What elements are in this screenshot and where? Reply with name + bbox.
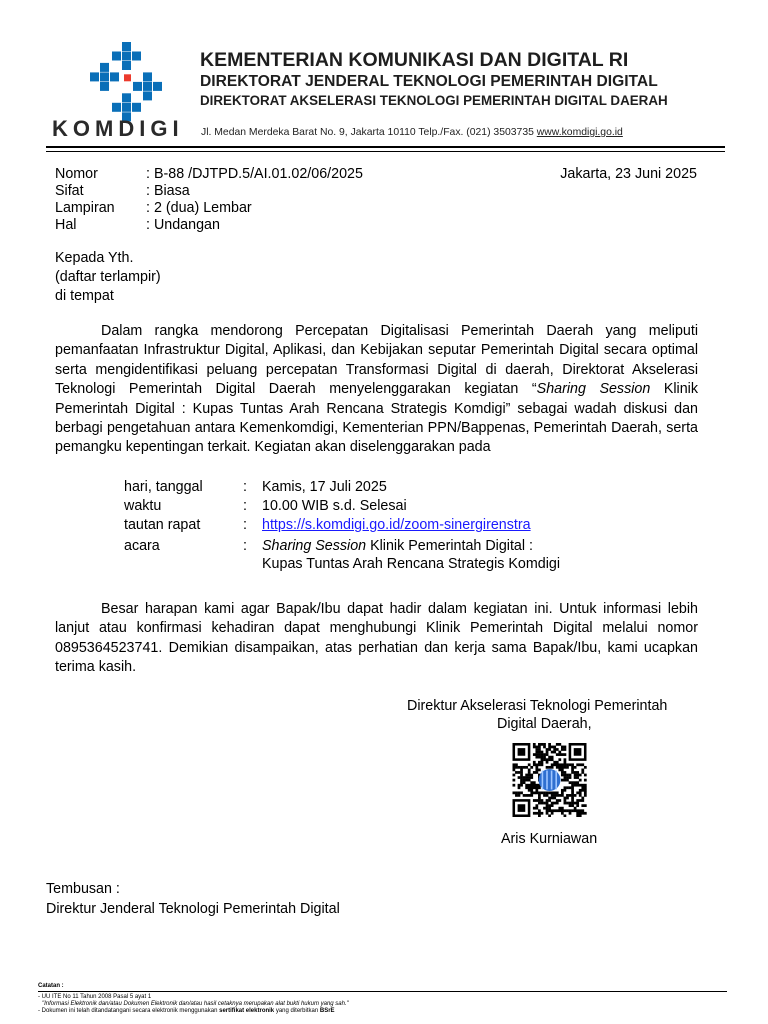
- p1-text-end: Klinik Pemerintah Digital : Kupas Tuntas Arah Rencana Strategis Komdigi” sebagai wadah diskusi dan berbagi pengetahuan antara Kemenkomdigi, Kementerian PPN/Bappenas, Pemerintah Daerah, serta pemangku kepentingan terkait. Kegiatan akan diselenggarakan pada: [55, 381, 698, 456]
- tautan-label: tautan rapat: [124, 517, 201, 533]
- hari-colon: :: [243, 479, 247, 495]
- hal-value: : Undangan: [146, 217, 220, 233]
- signature-qr-code-icon: [511, 743, 588, 817]
- sifat-label: Sifat: [55, 183, 84, 199]
- footer-note-label: Catatan :: [38, 983, 64, 989]
- signatory-title-line2: Digital Daerah,: [497, 716, 592, 732]
- website-link[interactable]: www.komdigi.go.id: [536, 127, 623, 138]
- cc-label: Tembusan :: [46, 881, 120, 897]
- waktu-value: 10.00 WIB s.d. Selesai: [262, 498, 407, 514]
- hari-value: Kamis, 17 Juli 2025: [262, 479, 387, 495]
- footer-line-3: [38, 1008, 335, 1014]
- nomor-label: Nomor: [55, 166, 98, 182]
- recipient-place: di tempat: [55, 288, 114, 304]
- waktu-label: waktu: [124, 498, 162, 514]
- recipient-list: (daftar terlampir): [55, 269, 161, 285]
- body-paragraph-1: [55, 322, 698, 458]
- nomor-value: : B-88 /DJTPD.5/AI.01.02/06/2025: [146, 166, 363, 182]
- hari-label: hari, tanggal: [124, 479, 203, 495]
- p1-italic: Sharing Session: [536, 381, 651, 398]
- acara-line2: Kupas Tuntas Arah Rencana Strategis Komdigi: [262, 556, 561, 572]
- acara-value: [262, 537, 533, 556]
- meeting-link[interactable]: https://s.komdigi.go.id/zoom-sinergirenstra: [262, 517, 531, 533]
- signatory-title-line1: Direktur Akselerasi Teknologi Pemerintah: [407, 698, 668, 714]
- footer-rule: [38, 991, 727, 992]
- footer-line-2: "Informasi Elektronik dan/atau Dokumen Elektronik dan/atau hasil cetaknya merupakan alat bukti hukum yang sah.": [42, 1001, 349, 1007]
- signatory-name: Aris Kurniawan: [501, 831, 598, 847]
- address-text: Jl. Medan Merdeka Barat No. 9, Jakarta 10110 Telp./Fax. (021) 3503735: [201, 127, 537, 138]
- p2-text: Besar harapan kami agar Bapak/Ibu dapat hadir dalam kegiatan ini. Untuk informasi lebih lanjut atau konfirmasi kehadiran dapat menghubungi Klinik Pemerintah Digital melalui nomor 0895364523741. Demikian disampaikan, atas perhatian dan kerja sama Bapak/Ibu, kami ucapkan terima kasih.: [55, 601, 698, 676]
- office-address: [201, 127, 623, 138]
- footer-line-3-mid: yang diterbitkan: [274, 1008, 320, 1014]
- footer-line-1: - UU ITE No 11 Tahun 2008 Pasal 5 ayat 1: [38, 994, 152, 1000]
- lampiran-label: Lampiran: [55, 200, 115, 216]
- waktu-colon: :: [243, 498, 247, 514]
- footer-line-3-bold: sertifikat elektronik: [219, 1008, 275, 1014]
- acara-label: acara: [124, 538, 160, 554]
- komdigi-logo-icon: [82, 40, 182, 122]
- tautan-colon: :: [243, 517, 247, 533]
- acara-rest: Klinik Pemerintah Digital :: [366, 538, 533, 554]
- header-rule-thick: [46, 146, 725, 148]
- p1-text-start: Dalam rangka mendorong Percepatan Digitalisasi Pemerintah Daerah yang meliputi pemanfaatan Infrastruktur Digital, Aplikasi, dan Kebijakan seputar Pemerintah Digital secara optimal serta mengidentifikasi peluang percepatan Transformasi Digital di daerah, Direktorat Akselerasi Teknologi Pemerintah Digital Daerah menyelenggarakan kegiatan “: [55, 323, 698, 398]
- body-paragraph-2: [55, 600, 698, 678]
- lampiran-value: : 2 (dua) Lembar: [146, 200, 252, 216]
- footer-line-3-text: - Dokumen ini telah ditandatangani secara elektronik menggunakan: [38, 1008, 220, 1014]
- directorate-name: DIREKTORAT AKSELERASI TEKNOLOGI PEMERINTAH DIGITAL DAERAH: [200, 93, 668, 108]
- sifat-value: : Biasa: [146, 183, 190, 199]
- hal-label: Hal: [55, 217, 77, 233]
- acara-italic: Sharing Session: [262, 538, 367, 554]
- footer-line-3-issuer: BSrE: [319, 1008, 335, 1014]
- letter-date: Jakarta, 23 Juni 2025: [560, 166, 697, 182]
- header-rule-thin: [46, 151, 725, 152]
- acara-colon: :: [243, 538, 247, 554]
- ministry-name: KEMENTERIAN KOMUNIKASI DAN DIGITAL RI: [200, 49, 629, 71]
- cc-recipient: Direktur Jenderal Teknologi Pemerintah Digital: [46, 901, 340, 917]
- directorate-general-name: DIREKTORAT JENDERAL TEKNOLOGI PEMERINTAH DIGITAL: [200, 73, 658, 90]
- recipient-salutation: Kepada Yth.: [55, 250, 134, 266]
- logo-wordmark: KOMDIGI: [52, 116, 184, 141]
